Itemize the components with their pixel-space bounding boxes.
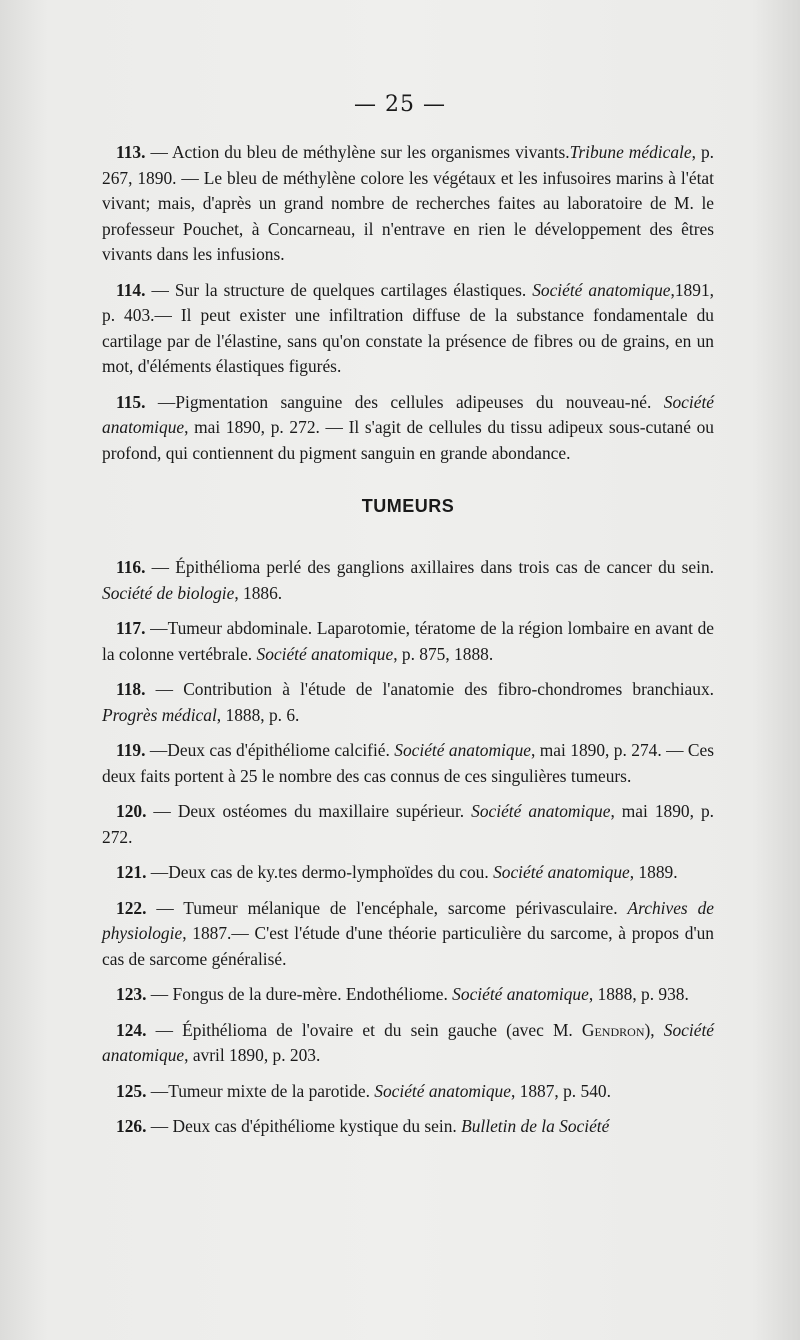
bibliography-entry — [102, 799, 714, 850]
entry-details: , mai 1890, p. 274. — Ces deux faits portent à 25 le nombre des cas connus de ces singulières tumeurs. — [102, 740, 715, 786]
entry-separator: — — [146, 862, 169, 882]
bibliography-entry — [102, 677, 714, 728]
bibliography-entry — [102, 278, 714, 380]
entry-title: Épithélioma perlé des ganglions axillaires dans trois cas de cancer du sein. — [175, 557, 714, 577]
entry-source: Tribune médicale — [569, 142, 692, 162]
entry-separator: — — [145, 142, 172, 162]
bibliography-entry — [102, 1114, 714, 1140]
entry-title: Fongus de la dure-mère. Endothéliome. — [172, 984, 453, 1004]
page-content — [102, 140, 714, 1150]
bibliography-entry — [102, 555, 714, 606]
entry-source: Société anatomique — [102, 1019, 714, 1065]
entry-number: 113. — [116, 142, 146, 162]
entry-separator: — — [146, 1080, 169, 1101]
entry-separator: — — [145, 740, 168, 760]
entry-title: Contribution à l'étude de l'anatomie des fibro-chondromes branchiaux. — [183, 679, 714, 699]
entry-title: Pigmentation sanguine des cellules adipeuses du nouveau-né. — [175, 391, 664, 412]
bibliography-entry — [102, 860, 714, 886]
entry-number: 115. — [116, 391, 146, 412]
entry-source: Société anatomique — [102, 391, 714, 437]
entry-details: , mai 1890, p. 272. — Il s'agit de cellules du tissu adipeux sous-cutané ou profond, qui contiennent du pigment sanguin en grande abondance. — [102, 417, 714, 463]
page-number: — 25 — — [354, 92, 446, 117]
entry-source: Société anatomique — [256, 643, 394, 664]
entry-source: Société de biologie — [102, 582, 235, 603]
entry-details: , mai 1890, p. 272. — [102, 801, 714, 847]
entry-separator: — — [145, 279, 175, 300]
entry-details: , p. 875, 1888. — [393, 643, 494, 664]
entry-details: ,1891, p. 403.— Il peut exister une infiltration diffuse de la substance fondamentale du cartilage par de l'élastine, sans qu'on constate la présence de fibres ou de grains, en un mot, d'éléments élastiques figurés. — [102, 279, 714, 376]
entry-number: 120. — [116, 801, 147, 821]
entry-number: 114. — [116, 279, 146, 300]
entry-source: Société anatomique — [452, 984, 589, 1004]
entry-title: Deux cas d'épithéliome kystique du sein. — [172, 1116, 462, 1136]
entry-source: Société anatomique — [394, 740, 532, 760]
bibliography-entry — [102, 390, 714, 467]
entries-list-before — [102, 140, 714, 466]
entry-separator: — — [146, 1116, 173, 1136]
entry-source: Bulletin de la Société — [461, 1116, 610, 1136]
bibliography-entry — [102, 616, 714, 667]
bibliography-entry — [102, 1079, 714, 1105]
entry-title-cont: ), — [644, 1019, 664, 1040]
entries-list-after — [102, 555, 714, 1140]
entry-separator: — — [145, 679, 184, 699]
bibliography-entry — [102, 140, 714, 268]
entry-number: 121. — [116, 862, 147, 882]
entry-title: Deux ostéomes du maxillaire supérieur. — [177, 801, 472, 821]
entry-title: Deux cas de ky.tes dermo-lymphoïdes du cou. — [168, 862, 494, 882]
entry-source: Société anatomique — [374, 1080, 511, 1101]
entry-number: 122. — [116, 897, 147, 918]
entry-details: , 1889. — [629, 862, 678, 882]
entry-separator: — — [145, 557, 176, 577]
entry-source: Progrès médical — [102, 704, 217, 725]
entry-title: Action du bleu de méthylène sur les organismes vivants. — [171, 142, 570, 162]
entry-details: , p. 267, 1890. — Le bleu de méthylène colore les végétaux et les infusoires marins à l'état vivant; mais, d'après un grand nombre de recherches faites au laboratoire de M. le professeur Pouchet, à Concarneau, il n'entrave en rien le développement des êtres vivants dans les infusions. — [102, 142, 714, 264]
bibliography-entry — [102, 738, 714, 789]
entry-details: , 1886. — [234, 582, 283, 603]
entry-number: 119. — [116, 740, 146, 760]
entry-details: , 1888, p. 938. — [588, 984, 689, 1004]
entry-separator: — — [146, 984, 173, 1004]
entry-number: 124. — [116, 1019, 147, 1040]
bibliography-entry — [102, 982, 714, 1008]
entry-details: , 1887, p. 540. — [510, 1080, 611, 1101]
entry-coauthor: Gendron — [581, 1019, 645, 1040]
entry-number: 126. — [116, 1116, 147, 1136]
entry-details: , avril 1890, p. 203. — [184, 1045, 321, 1065]
entry-separator: — — [145, 618, 168, 638]
entry-source: Société anatomique — [532, 279, 671, 300]
entry-title: Tumeur mélanique de l'encéphale, sarcome périvasculaire. — [183, 897, 628, 918]
entry-source: Société anatomique — [471, 801, 611, 821]
entry-separator: — — [146, 801, 178, 821]
entry-source: Archives de physiologie — [102, 897, 714, 943]
bibliography-entry — [102, 896, 714, 973]
entry-separator: — — [145, 391, 176, 412]
bibliography-entry — [102, 1018, 714, 1069]
entry-title: Tumeur mixte de la parotide. — [168, 1080, 375, 1101]
section-title: TUMEURS — [361, 496, 455, 516]
entry-source: Société anatomique — [493, 862, 630, 882]
entry-title: Tumeur abdominale. Laparotomie, tératome de la région lombaire en avant de la colonne vertébrale. — [102, 618, 714, 664]
entry-details: , 1887.— C'est l'étude d'une théorie particulière du sarcome, à propos d'un cas de sarcome généralisé. — [102, 923, 714, 969]
entry-separator: — — [146, 897, 184, 918]
entry-title: Épithélioma de l'ovaire et du sein gauche (avec M. — [182, 1019, 582, 1040]
entry-details: , 1888, p. 6. — [216, 704, 300, 725]
entry-number: 125. — [116, 1080, 147, 1101]
entry-separator: — — [146, 1019, 183, 1040]
entry-title: Sur la structure de quelques cartilages élastiques. — [174, 279, 533, 300]
entry-number: 123. — [116, 984, 147, 1004]
entry-number: 116. — [116, 557, 146, 577]
entry-number: 118. — [116, 679, 146, 699]
entry-title: Deux cas d'épithéliome calcifié. — [167, 740, 395, 760]
entry-number: 117. — [116, 618, 146, 638]
